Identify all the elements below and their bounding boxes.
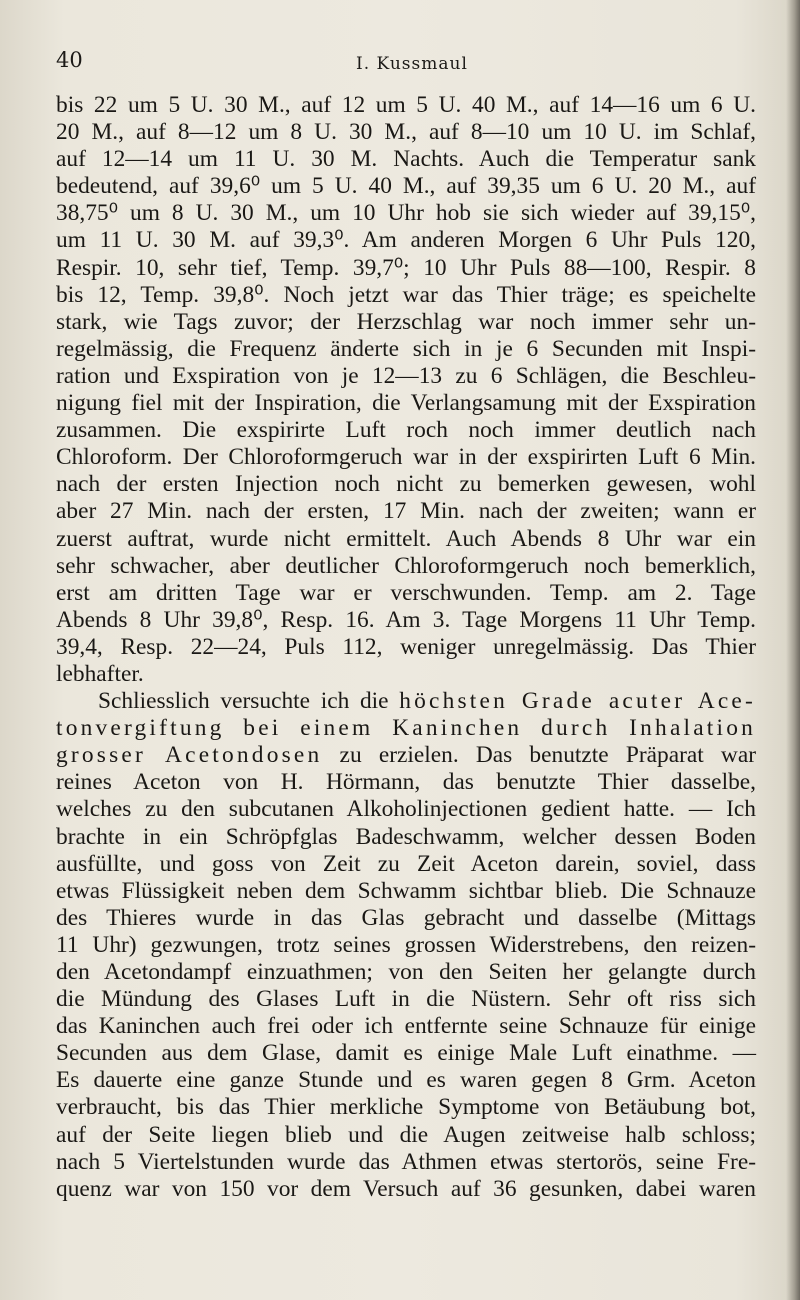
text-line: ration und Exspiration von je 12—13 zu 6 Schlägen, die Beschleu- xyxy=(56,362,756,389)
text-line: welches zu den subcutanen Alkoholinjectionen gedient hatte. — Ich xyxy=(56,796,756,823)
text-line: bis 22 um 5 U. 30 M., auf 12 um 5 U. 40 M., auf 14—16 um 6 U. xyxy=(56,92,756,118)
page-header xyxy=(56,48,746,78)
text-line: das Kaninchen auch frei oder ich entfernte seine Schnauze für einige xyxy=(56,1013,756,1040)
paragraph-1 xyxy=(56,92,756,688)
text-line xyxy=(56,742,756,769)
text-line: nigung fiel mit der Inspiration, die Verlangsamung mit der Exspiration xyxy=(56,390,756,417)
text-line: bedeutend, auf 39,6⁰ um 5 U. 40 M., auf 39,35 um 6 U. 20 M., auf xyxy=(56,173,756,200)
text-line: nach 5 Viertelstunden wurde das Athmen etwas stertorös, seine Fre- xyxy=(56,1148,756,1175)
spaced-emphasis: höchsten Grade acuter Ace- xyxy=(399,688,757,715)
text-line: reines Aceton von H. Hörmann, das benutzte Thier dasselbe, xyxy=(56,769,756,796)
page-edge-shadow xyxy=(786,0,800,1300)
text-line: den Acetondampf einzuathmen; von den Seiten her gelangte durch xyxy=(56,959,756,985)
text-line: verbraucht, bis das Thier merkliche Symptome von Betäubung bot, xyxy=(56,1094,756,1121)
text-line: Es dauerte eine ganze Stunde und es waren gegen 8 Grm. Aceton xyxy=(56,1067,756,1094)
text-line: zusammen. Die exspirirte Luft roch noch immer deutlich nach xyxy=(56,417,756,444)
text-line: quenz war von 150 vor dem Versuch auf 36 gesunken, dabei waren xyxy=(56,1175,756,1202)
text-line: Respir. 10, sehr tief, Temp. 39,7⁰; 10 Uhr Puls 88—100, Respir. 8 xyxy=(56,254,756,281)
text-line: lebhafter. xyxy=(56,660,144,687)
text-line: zuerst auftrat, wurde nicht ermittelt. Auch Abends 8 Uhr war ein xyxy=(56,525,756,552)
text-line: stark, wie Tags zuvor; der Herzschlag war noch immer sehr un- xyxy=(56,308,756,335)
text-line: nach der ersten Injection noch nicht zu bemerken gewesen, wohl xyxy=(56,471,756,498)
text-line: des Thieres wurde in das Glas gebracht und dasselbe (Mittags xyxy=(56,904,756,931)
spaced-emphasis: grosser Acetondosen xyxy=(56,742,323,769)
text-line: bis 12, Temp. 39,8⁰. Noch jetzt war das Thier träge; es speichelte xyxy=(56,281,756,308)
text-line: 38,75⁰ um 8 U. 30 M., um 10 Uhr hob sie sich wieder auf 39,15⁰, xyxy=(56,200,756,227)
text-line: Chloroform. Der Chloroformgeruch war in der exspirirten Luft 6 Min. xyxy=(56,444,756,471)
paragraph-2 xyxy=(56,688,756,1203)
text-line: regelmässig, die Frequenz änderte sich in je 6 Secunden mit Inspi- xyxy=(56,335,756,362)
text-line: um 11 U. 30 M. auf 39,3⁰. Am anderen Morgen 6 Uhr Puls 120, xyxy=(56,227,756,254)
text-line: sehr schwacher, aber deutlicher Chloroformgeruch noch bemerklich, xyxy=(56,552,756,579)
text-line: 39,4, Resp. 22—24, Puls 112, weniger unregelmässig. Das Thier xyxy=(56,633,756,660)
running-head: I. Kussmaul xyxy=(356,54,468,74)
text-line: aber 27 Min. nach der ersten, 17 Min. nach der zweiten; wann er xyxy=(56,498,756,525)
text-line: Secunden aus dem Glase, damit es einige Male Luft einathme. — xyxy=(56,1040,756,1067)
spaced-emphasis-line: tonvergiftung bei einem Kaninchen durch Inhalation xyxy=(56,715,756,742)
page-number: 40 xyxy=(56,48,83,72)
text-line: erst am dritten Tage war er verschwunden. Temp. am 2. Tage xyxy=(56,579,756,606)
body-text xyxy=(56,92,756,1203)
text-line xyxy=(56,688,756,715)
text-line: etwas Flüssigkeit neben dem Schwamm sichtbar blieb. Die Schnauze xyxy=(56,877,756,904)
text-line: die Mündung des Glases Luft in die Nüstern. Sehr oft riss sich xyxy=(56,986,756,1013)
text-line: 11 Uhr) gezwungen, trotz seines grossen Widerstrebens, den reizen- xyxy=(56,931,756,958)
text-run: zu erzielen. Das benutzte Präparat war xyxy=(322,742,756,769)
text-line: Abends 8 Uhr 39,8⁰, Resp. 16. Am 3. Tage Morgens 11 Uhr Temp. xyxy=(56,606,756,633)
text-line: brachte in ein Schröpfglas Badeschwamm, welcher dessen Boden xyxy=(56,823,756,850)
text-line: auf 12—14 um 11 U. 30 M. Nachts. Auch die Temperatur sank xyxy=(56,146,756,173)
text-line: auf der Seite liegen blieb und die Augen zeitweise halb schloss; xyxy=(56,1121,756,1148)
text-line: 20 M., auf 8—12 um 8 U. 30 M., auf 8—10 um 10 U. im Schlaf, xyxy=(56,119,756,146)
text-line: ausfüllte, und goss von Zeit zu Zeit Aceton darein, soviel, dass xyxy=(56,850,756,877)
text-run: Schliesslich versuchte ich die xyxy=(98,688,400,715)
